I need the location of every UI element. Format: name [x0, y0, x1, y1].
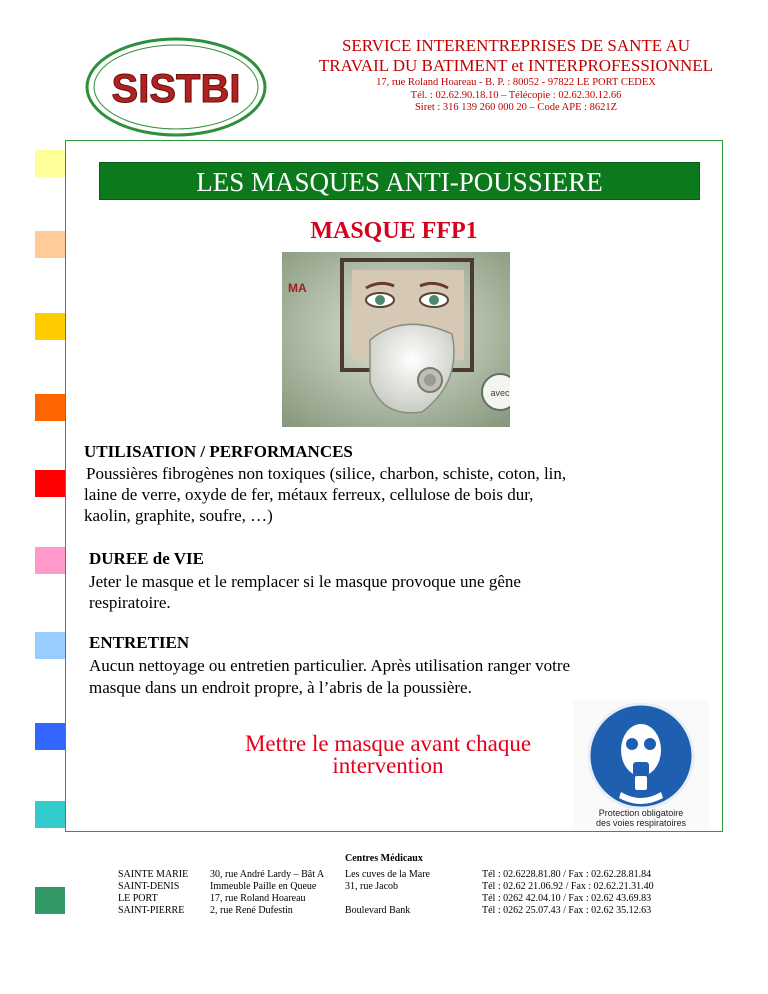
footer-centre: 31, rue Jacob	[345, 881, 399, 892]
section-text-duree-line1: Jeter le masque et le remplacer si le masque provoque une gêne	[89, 572, 521, 591]
footer-addresses	[210, 869, 345, 917]
color-strip-square	[35, 150, 65, 177]
section-heading-utilisation: UTILISATION / PERFORMANCES	[84, 442, 353, 461]
color-strip-square	[35, 723, 65, 750]
color-strip-square	[35, 470, 65, 497]
section-heading-entretien: ENTRETIEN	[89, 633, 190, 652]
section-text-utilisation-line3: kaolin, graphite, soufre, …)	[84, 506, 273, 525]
section-heading-duree: DUREE de VIE	[89, 549, 204, 568]
footer-phone: Tél : 0262 42.04.10 / Fax : 02.62 43.69.83	[482, 893, 652, 904]
footer-address: 17, rue Roland Hoareau	[210, 893, 306, 904]
color-strip-square	[35, 632, 65, 659]
section-text-entretien-line2: masque dans un endroit propre, à l’abris de la poussière.	[89, 678, 472, 697]
section-text-utilisation-line2: laine de verre, oxyde de fer, métaux ferreux, cellulose de bois dur,	[84, 485, 534, 504]
section-text-duree-line2: respiratoire.	[89, 593, 171, 612]
section-text-entretien-line1: Aucun nettoyage ou entretien particulier. Après utilisation ranger votre	[89, 656, 571, 675]
footer-phones	[482, 869, 732, 917]
footer-address: 2, rue René Dufestin	[210, 905, 293, 916]
footer-centre	[345, 893, 465, 905]
color-strip-square	[35, 231, 65, 258]
footer-centres	[345, 869, 465, 917]
sistbi-logo	[84, 36, 268, 138]
color-strip-square	[35, 887, 65, 914]
color-strip-square	[35, 801, 65, 828]
sign-caption-2: des voies respiratoires	[595, 818, 687, 828]
color-strip-square	[35, 313, 65, 340]
header-siret: Siret : 316 139 260 000 20 – Code APE : 8621Z	[414, 102, 618, 113]
footer-city: LE PORT	[118, 893, 158, 904]
footer-address: 30, rue André Lardy – Bât A	[210, 869, 325, 880]
footer-phone: Tél : 02.62 21.06.92 / Fax : 02.62.21.31.40	[482, 881, 654, 892]
footer-city: SAINT-DENIS	[118, 881, 180, 892]
photo-stamp: avec	[490, 388, 510, 398]
page-subtitle: MASQUE FFP1	[310, 218, 478, 244]
color-strip-square	[35, 394, 65, 421]
footer-phone: Tél : 02.6228.81.80 / Fax : 02.62.28.81.84	[482, 869, 652, 880]
warning-line2: intervention	[332, 753, 444, 778]
footer-address: Immeuble Paille en Queue	[210, 881, 317, 892]
header-line2: TRAVAIL DU BATIMENT et INTERPROFESSIONNEL	[318, 56, 714, 75]
respiratory-protection-sign	[573, 700, 709, 830]
footer-cities	[118, 869, 208, 917]
footer-phone: Tél : 0262 25.07.43 / Fax : 02.62 35.12.63	[482, 905, 652, 916]
footer-heading: Centres Médicaux	[345, 853, 423, 864]
footer-city: SAINTE MARIE	[118, 869, 189, 880]
footer-city: SAINT-PIERRE	[118, 905, 185, 916]
footer-centre: Les cuves de la Mare	[345, 869, 430, 880]
color-strip-square	[35, 547, 65, 574]
logo-text: SISTBI	[111, 67, 241, 111]
section-text-utilisation-line1: Poussières fibrogènes non toxiques (silice, charbon, schiste, coton, lin,	[86, 464, 567, 483]
page-title: LES MASQUES ANTI-POUSSIERE	[99, 162, 700, 200]
warning-line1: Mettre le masque avant chaque	[244, 731, 532, 756]
footer-centre: Boulevard Bank	[345, 905, 411, 916]
photo-label: MA	[288, 281, 307, 295]
sign-caption-1: Protection obligatoire	[598, 808, 684, 818]
header-line1: SERVICE INTERENTREPRISES DE SANTE AU	[341, 36, 691, 55]
warning-message	[140, 733, 636, 777]
header-phone: Tél. : 02.62.90.18.10 – Télécopie : 02.62.30.12.66	[410, 89, 622, 101]
mask-photo	[282, 252, 510, 427]
header-block	[290, 36, 742, 115]
header-address: 17, rue Roland Hoareau - B. P. : 80052 - 97822 LE PORT CEDEX	[376, 77, 656, 88]
